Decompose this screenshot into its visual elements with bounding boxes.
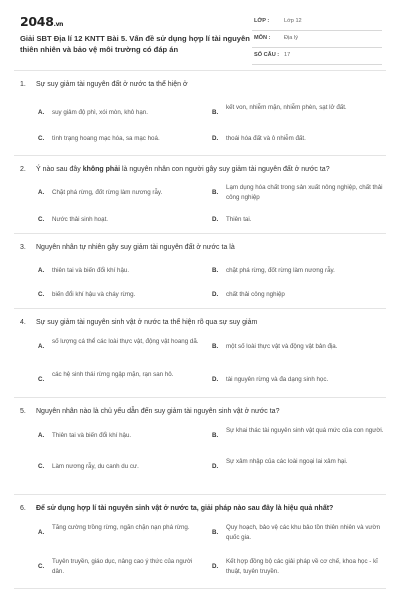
question-text — [20, 504, 375, 514]
option-letter: D. — [212, 463, 219, 470]
option-text: Tuyên truyền, giáo dục, nâng cao ý thức của người dân. — [52, 558, 193, 575]
question-text — [20, 407, 375, 417]
option-letter: A. — [38, 432, 45, 439]
option-text: số lượng cá thể các loài thực vật, động vật hoang dã. — [52, 338, 199, 345]
option-letter: D. — [212, 291, 219, 298]
question-number: 1. — [20, 81, 26, 88]
option-text: chặt phá rừng, đốt rừng làm nương rẫy. — [226, 267, 335, 274]
option-text: Kết hợp đồng bộ các giải pháp về cơ chế, khoa học - kĩ thuật, tuyên truyền. — [226, 558, 378, 575]
option-letter: B. — [212, 529, 219, 536]
meta-value: Lớp 12 — [284, 18, 302, 24]
option-letter: B. — [212, 109, 219, 116]
option-text: Quy hoạch, bảo vệ các khu bảo tồn thiên nhiên và vườn quốc gia. — [226, 524, 381, 541]
option-letter: C. — [38, 216, 45, 223]
option-letter: A. — [38, 267, 45, 274]
question-body: Sự suy giảm tài nguyên sinh vật ở nước ta thể hiện rõ qua sự suy giảm — [36, 319, 258, 326]
option-text: suy giảm độ phì, xói mòn, khô hạn. — [52, 109, 148, 116]
option-text: tài nguyên rừng và đa dạng sinh học. — [226, 376, 329, 383]
meta-value: Địa lý — [284, 35, 298, 41]
option-text: kết von, nhiễm mặn, nhiễm phèn, sạt lở đất. — [226, 104, 347, 111]
question-number: 5. — [20, 408, 26, 415]
meta-label: SỐ CÂU : — [254, 52, 280, 58]
option-text: Tăng cường trồng rừng, ngăn chặn nạn phá rừng. — [52, 524, 190, 531]
option-text: Sự khai thác tài nguyên sinh vật quá mức của con người. — [226, 427, 384, 434]
option-text: các hệ sinh thái rừng ngập mặn, rạn san hô. — [52, 371, 174, 378]
option-letter: D. — [212, 135, 219, 142]
divider — [14, 233, 386, 234]
question-number: 4. — [20, 319, 26, 326]
option-letter: A. — [38, 529, 45, 536]
option-text: Chặt phá rừng, đốt rừng làm nương rẫy. — [52, 189, 163, 196]
option-letter: C. — [38, 135, 45, 142]
page-header — [0, 0, 400, 68]
question-body: Nguyên nhân tự nhiên gây suy giảm tài nguyên đất ở nước ta là — [36, 244, 235, 251]
option-text: Lạm dụng hóa chất trong sản xuất nông nghiệp, chất thải công nghiệp — [226, 184, 383, 201]
option-text: một số loài thực vật và động vật bản địa. — [226, 343, 338, 350]
question-number: 3. — [20, 244, 26, 251]
option-text: Nước thải sinh hoạt. — [52, 216, 109, 223]
option-text: Thiên tai. — [226, 216, 252, 223]
option-letter: C. — [38, 291, 45, 298]
meta-label: LỚP : — [254, 18, 270, 24]
divider — [14, 308, 386, 309]
question-body: Để sử dụng hợp lí tài nguyên sinh vật ở nước ta, giải pháp nào sau đây là hiệu quả nhất? — [36, 505, 334, 512]
question-text — [20, 80, 375, 90]
question-body: Ý nào sau đây — [36, 166, 83, 173]
meta-row-subject — [252, 31, 382, 48]
option-text: thoái hóa đất và ô nhiễm đất. — [226, 135, 306, 142]
option-letter: C. — [38, 563, 45, 570]
meta-label: MÔN : — [254, 35, 271, 41]
question-text — [20, 318, 375, 328]
question-number: 6. — [20, 505, 26, 512]
option-text: thiên tai và biến đổi khí hậu. — [52, 267, 130, 274]
option-letter: B. — [212, 432, 219, 439]
option-text: Sự xâm nhập của các loài ngoại lai xâm hại. — [226, 458, 348, 465]
meta-row-class — [252, 14, 382, 31]
option-letter: A. — [38, 189, 45, 196]
site-logo[interactable] — [20, 14, 63, 29]
meta-value: 17 — [284, 52, 291, 58]
divider — [14, 494, 386, 495]
option-text: chất thải công nghiệp — [226, 291, 285, 298]
option-letter: C. — [38, 463, 45, 470]
question-body: Sự suy giảm tài nguyên đất ở nước ta thể hiện ở — [36, 81, 188, 88]
question-emphasis: không phải — [82, 166, 121, 173]
question-text — [20, 243, 375, 253]
question-number: 2. — [20, 166, 26, 173]
divider — [14, 70, 386, 71]
option-letter: B. — [212, 267, 219, 274]
question-body-end: là nguyên nhân con người gây suy giảm tài nguyên đất ở nước ta? — [120, 166, 330, 173]
option-letter: D. — [212, 563, 219, 570]
page-title: Giải SBT Địa lí 12 KNTT Bài 5. Vấn đề sử dụng hợp lí tài nguyên thiên nhiên và bảo vệ môi trường có đáp án — [20, 34, 250, 54]
option-letter: A. — [38, 109, 45, 116]
divider — [14, 588, 386, 589]
option-letter: C. — [38, 376, 45, 383]
question-body: Nguyên nhân nào là chủ yếu dẫn đến suy giảm tài nguyên sinh vật ở nước ta? — [36, 408, 280, 415]
divider — [14, 397, 386, 398]
question-text — [20, 165, 375, 175]
logo-suffix: .vn — [53, 21, 64, 28]
meta-panel — [252, 14, 382, 65]
option-text: Làm nương rẫy, du canh du cư. — [52, 463, 139, 470]
option-text: Thiên tai và biến đổi khí hậu. — [52, 432, 132, 439]
divider — [14, 155, 386, 156]
option-letter: B. — [212, 343, 219, 350]
option-letter: D. — [212, 376, 219, 383]
option-text: biến đổi khí hậu và cháy rừng. — [52, 291, 136, 298]
option-letter: B. — [212, 189, 219, 196]
logo-main: 2048 — [20, 14, 54, 29]
meta-row-count — [252, 48, 382, 65]
option-letter: A. — [38, 343, 45, 350]
option-letter: D. — [212, 216, 219, 223]
option-text: tình trạng hoang mạc hóa, sa mạc hoá. — [52, 135, 160, 142]
